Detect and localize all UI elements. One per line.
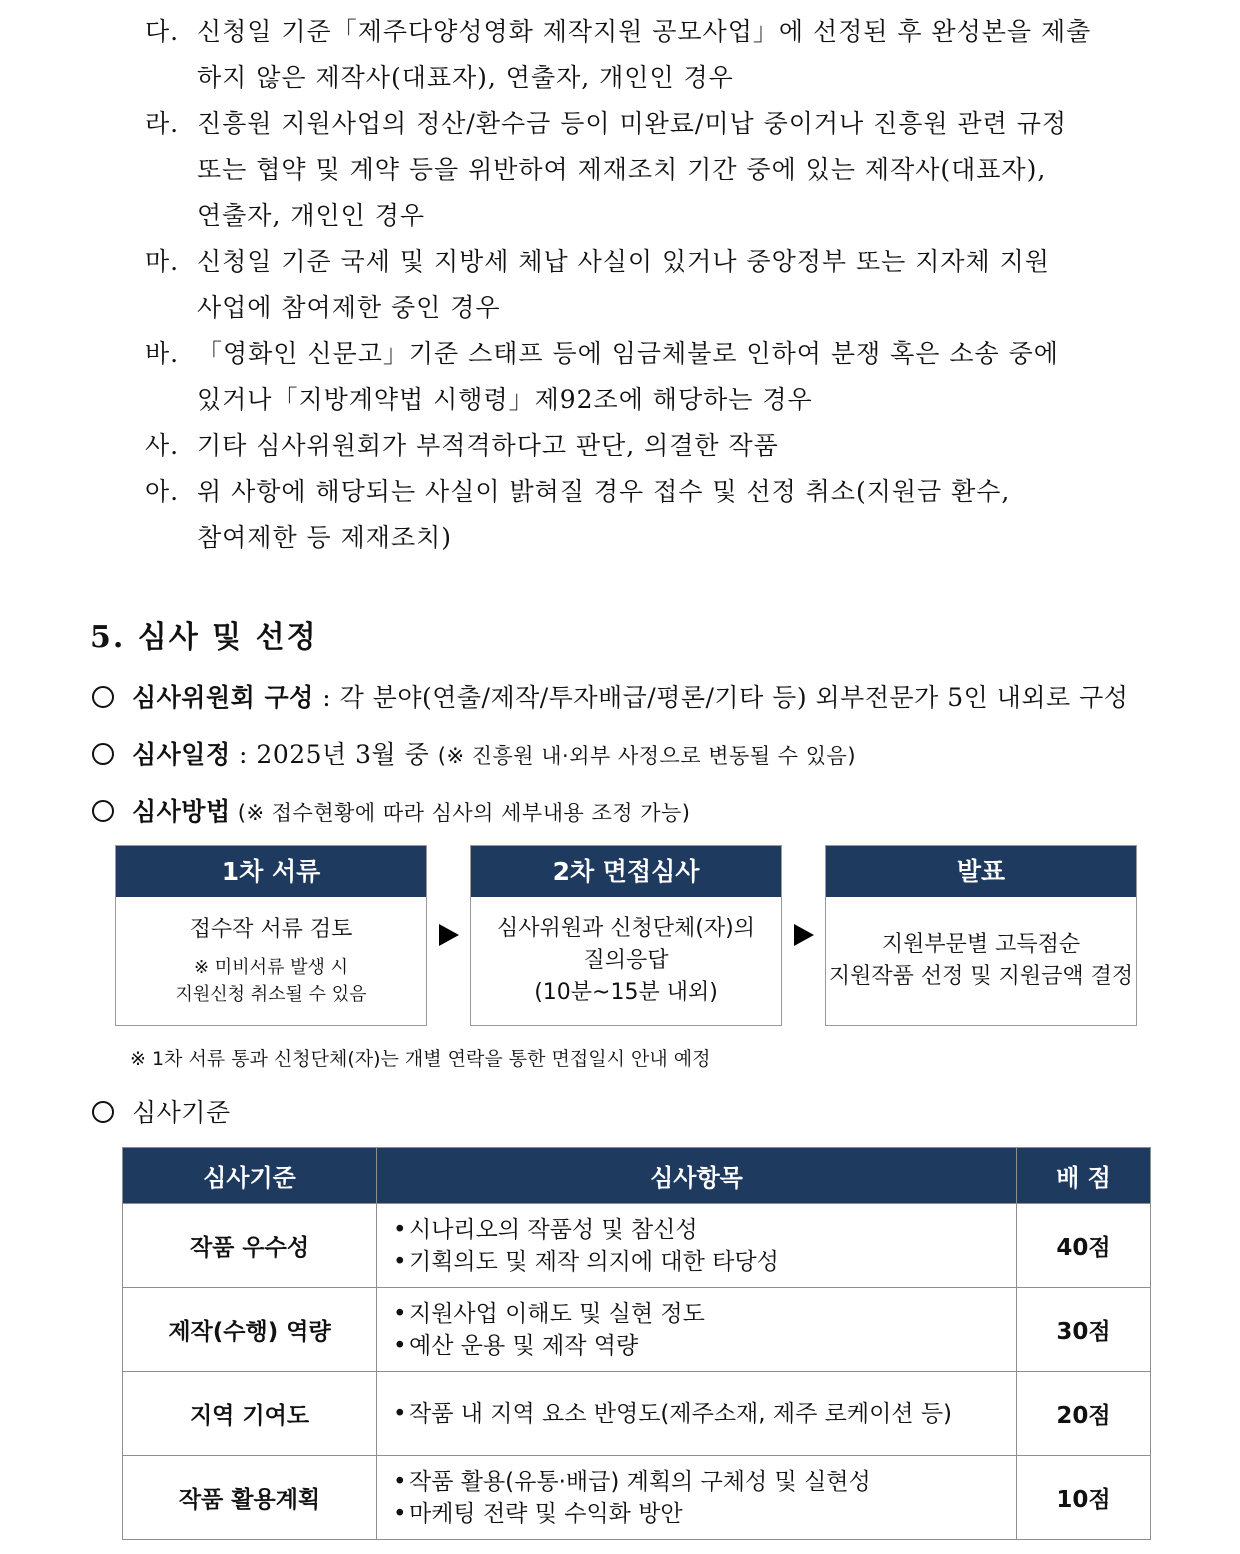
- list-marker: 바.: [145, 339, 180, 368]
- score-cell: 10점: [1017, 1456, 1151, 1540]
- list-line: 하지 않은 제작사(대표자), 연출자, 개인인 경우: [197, 63, 734, 92]
- items-cell: [377, 1456, 1017, 1540]
- table-row: [123, 1456, 1151, 1540]
- flow-step-document-review: [115, 845, 427, 1026]
- flow-step-body: 질의응답: [583, 948, 669, 973]
- list-marker: 아.: [145, 477, 180, 506]
- flow-step-header: 1차 서류: [116, 846, 426, 897]
- list-marker: 마.: [145, 247, 180, 276]
- flow-step-body: 지원부문별 고득점순: [881, 932, 1081, 957]
- list-item-da: [145, 9, 1155, 101]
- list-line: 기타 심사위원회가 부적격하다고 판단, 의결한 작품: [197, 431, 779, 460]
- score-cell: 30점: [1017, 1288, 1151, 1372]
- column-header: 심사항목: [377, 1148, 1017, 1204]
- list-line: 진흥원 지원사업의 정산/환수금 등이 미완료/미납 중이거나 진흥원 관련 규정: [197, 109, 1068, 138]
- flow-step-header: 2차 면접심사: [471, 846, 781, 897]
- column-header: 배 점: [1017, 1148, 1151, 1204]
- list-line: 신청일 기준 국세 및 지방세 체납 사실이 있거나 중앙정부 또는 지자체 지원: [197, 247, 1050, 276]
- flow-step-body: 심사위원과 신청단체(자)의: [497, 916, 755, 941]
- bullet-dot-icon: •: [393, 1332, 407, 1359]
- bullet-label: 심사기준: [132, 1098, 231, 1127]
- flow-step-note: 지원신청 취소될 수 있음: [175, 984, 367, 1005]
- score-cell: 40점: [1017, 1204, 1151, 1288]
- bullet-dot-icon: •: [393, 1248, 407, 1275]
- table-row: [123, 1288, 1151, 1372]
- bullet-dot-icon: •: [393, 1500, 407, 1527]
- list-item-sa: [145, 423, 1155, 469]
- list-line: 또는 협약 및 계약 등을 위반하여 제재조치 기간 중에 있는 제작사(대표자),: [197, 155, 1047, 184]
- items-cell: [377, 1204, 1017, 1288]
- item-text: 기획의도 및 제작 의지에 대한 타당성: [409, 1248, 779, 1275]
- flow-step-body: 지원작품 선정 및 지원금액 결정: [828, 964, 1134, 989]
- bullet-method: [92, 792, 690, 828]
- flow-footnote: ※ 1차 서류 통과 신청단체(자)는 개별 연락을 통한 면접일시 안내 예정: [130, 1048, 711, 1070]
- item-text: 작품 활용(유통·배급) 계획의 구체성 및 실현성: [409, 1468, 871, 1495]
- arrow-right-icon: [439, 924, 459, 946]
- table-row: [123, 1204, 1151, 1288]
- list-marker: 사.: [145, 431, 180, 460]
- bullet-dot-icon: •: [393, 1400, 407, 1427]
- criterion-cell: 작품 활용계획: [123, 1456, 377, 1540]
- bullet-label: 심사위원회 구성: [132, 683, 314, 712]
- flow-step-header: 발표: [826, 846, 1136, 897]
- criterion-cell: 작품 우수성: [123, 1204, 377, 1288]
- criteria-table: [122, 1147, 1151, 1540]
- column-header: 심사기준: [123, 1148, 377, 1204]
- item-text: 작품 내 지역 요소 반영도(제주소재, 제주 로케이션 등): [409, 1400, 953, 1427]
- bullet-dot-icon: •: [393, 1300, 407, 1327]
- arrow-right-icon: [794, 924, 814, 946]
- table-row: [123, 1372, 1151, 1456]
- list-item-a: [145, 469, 1155, 561]
- list-line: 위 사항에 해당되는 사실이 밝혀질 경우 접수 및 선정 취소(지원금 환수,: [197, 477, 1011, 506]
- item-text: 예산 운용 및 제작 역량: [409, 1332, 639, 1359]
- criterion-cell: 제작(수행) 역량: [123, 1288, 377, 1372]
- flow-step-announcement: [825, 845, 1137, 1026]
- list-line: 사업에 참여제한 중인 경우: [197, 293, 501, 322]
- table-header-row: [123, 1148, 1151, 1204]
- bullet-label: 심사일정: [132, 740, 231, 769]
- flow-step-note: ※ 미비서류 발생 시: [194, 957, 348, 978]
- flow-step-interview: [470, 845, 782, 1026]
- circle-bullet-icon: [92, 1101, 114, 1123]
- bullet-note: (※ 진흥원 내·외부 사정으로 변동될 수 있음): [437, 744, 857, 768]
- item-text: 마케팅 전략 및 수익화 방안: [409, 1500, 683, 1527]
- bullet-dot-icon: •: [393, 1216, 407, 1243]
- circle-bullet-icon: [92, 686, 114, 708]
- list-line: 있거나「지방계약법 시행령」제92조에 해당하는 경우: [197, 385, 813, 414]
- bullet-note: (※ 접수현황에 따라 심사의 세부내용 조정 가능): [230, 801, 691, 825]
- criterion-cell: 지역 기여도: [123, 1372, 377, 1456]
- list-line: 「영화인 신문고」기준 스태프 등에 임금체불로 인하여 분쟁 혹은 소송 중에: [197, 339, 1059, 368]
- list-item-ma: [145, 239, 1155, 331]
- flow-step-body: (10분~15분 내외): [534, 980, 718, 1005]
- list-line: 참여제한 등 제재조치): [197, 523, 452, 552]
- bullet-criteria: [92, 1093, 231, 1129]
- items-cell: [377, 1288, 1017, 1372]
- bullet-text: : 2025년 3월 중: [230, 740, 438, 769]
- bullet-text: : 각 분야(연출/제작/투자배급/평론/기타 등) 외부전문가 5인 내외로 구성: [313, 683, 1129, 712]
- bullet-label: 심사방법: [132, 797, 231, 826]
- bullet-schedule: [92, 735, 856, 771]
- item-text: 시나리오의 작품성 및 참신성: [409, 1216, 698, 1243]
- flow-step-body: 접수작 서류 검토: [189, 917, 353, 942]
- list-line: 연출자, 개인인 경우: [197, 201, 426, 230]
- bullet-dot-icon: •: [393, 1468, 407, 1495]
- items-cell: [377, 1372, 1017, 1456]
- list-marker: 다.: [145, 17, 180, 46]
- circle-bullet-icon: [92, 743, 114, 765]
- list-marker: 라.: [145, 109, 180, 138]
- list-line: 신청일 기준「제주다양성영화 제작지원 공모사업」에 선정된 후 완성본을 제출: [197, 17, 1092, 46]
- circle-bullet-icon: [92, 800, 114, 822]
- bullet-committee: [92, 678, 1128, 714]
- list-item-ba: [145, 331, 1155, 423]
- section-title: 5. 심사 및 선정: [90, 620, 318, 655]
- list-item-ra: [145, 101, 1155, 239]
- item-text: 지원사업 이해도 및 실현 정도: [409, 1300, 705, 1327]
- score-cell: 20점: [1017, 1372, 1151, 1456]
